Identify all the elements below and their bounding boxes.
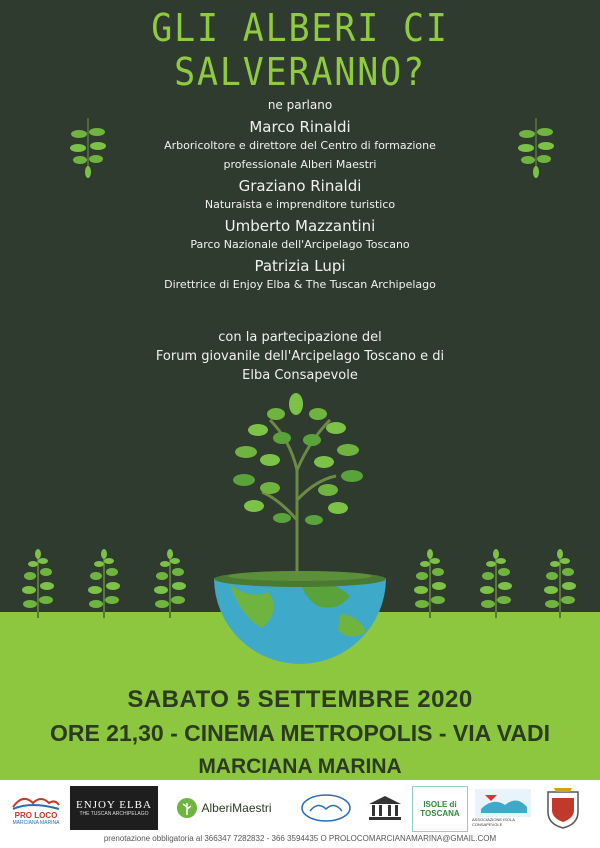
proloco-subtitle: MARCIANA MARINA <box>12 819 60 826</box>
enjoy-elba-title: ENJOY ELBA <box>76 799 152 811</box>
proloco-mark-icon <box>11 791 61 811</box>
island-icon <box>475 789 531 817</box>
speaker-role: Naturaista e imprenditore turistico <box>204 198 396 211</box>
participation-line: con la partecipazione del <box>218 330 382 345</box>
event-time-place: ORE 21,30 - CINEMA METROPOLIS - VIA VADI <box>49 720 551 746</box>
booking-footer: prenotazione obbligatoria al 366347 7282832 - 366 3594435 O PROLOCOMARCIANAMARINA@GMAIL.COM <box>0 834 600 848</box>
isole-subtitle: TOSCANA <box>420 809 460 818</box>
sponsor-logos <box>0 780 600 836</box>
speaker-role: Arboricoltore e direttore del Centro di formazione <box>164 139 436 152</box>
alberi-maestri-name: AlberiMaestri <box>201 801 272 815</box>
association-name: ASSOCIAZIONE ISOLA CONSAPEVOLE <box>472 817 515 827</box>
speaker-name: Patrizia Lupi <box>254 257 346 275</box>
crest-icon <box>544 786 582 830</box>
speaker-name: Marco Rinaldi <box>249 118 351 136</box>
event-town: MARCIANA MARINA <box>198 755 402 778</box>
isole-title: ISOLE di <box>423 800 457 809</box>
speaker-name: Graziano Rinaldi <box>238 177 362 195</box>
participation-line: Forum giovanile dell'Arcipelago Toscano e di <box>155 349 445 364</box>
speaker-role: Parco Nazionale dell'Arcipelago Toscano <box>190 238 410 251</box>
speaker-name: Umberto Mazzantini <box>224 217 376 235</box>
unesco-emblem-icon <box>365 794 405 822</box>
isole-toscana-logo <box>412 786 468 832</box>
leaf-icon <box>176 797 198 819</box>
unesco-logo <box>362 786 408 830</box>
park-emblem-icon <box>300 793 352 823</box>
speakers-intro: ne parlano <box>267 98 333 112</box>
event-date: SABATO 5 SETTEMBRE 2020 <box>127 686 473 713</box>
participation-text <box>0 328 600 385</box>
town-crest-logo <box>540 786 586 830</box>
speakers-list <box>0 98 600 294</box>
speaker-role: Direttrice di Enjoy Elba & The Tuscan Archipelago <box>164 278 436 291</box>
enjoy-elba-logo <box>70 786 158 830</box>
alberi-maestri-logo <box>166 786 282 830</box>
enjoy-elba-subtitle: THE TUSCAN ARCHIPELAGO <box>79 811 149 817</box>
proloco-logo <box>8 786 64 830</box>
association-logo <box>472 786 534 830</box>
proloco-title: PRO LOCO <box>14 810 58 820</box>
participation-line: Elba Consapevole <box>242 368 358 383</box>
parco-nazionale-logo <box>298 786 354 830</box>
event-details <box>0 686 600 779</box>
poster-title: GLI ALBERI CI SALVERANNO? <box>151 6 449 94</box>
speaker-role: professionale Alberi Maestri <box>223 158 377 171</box>
